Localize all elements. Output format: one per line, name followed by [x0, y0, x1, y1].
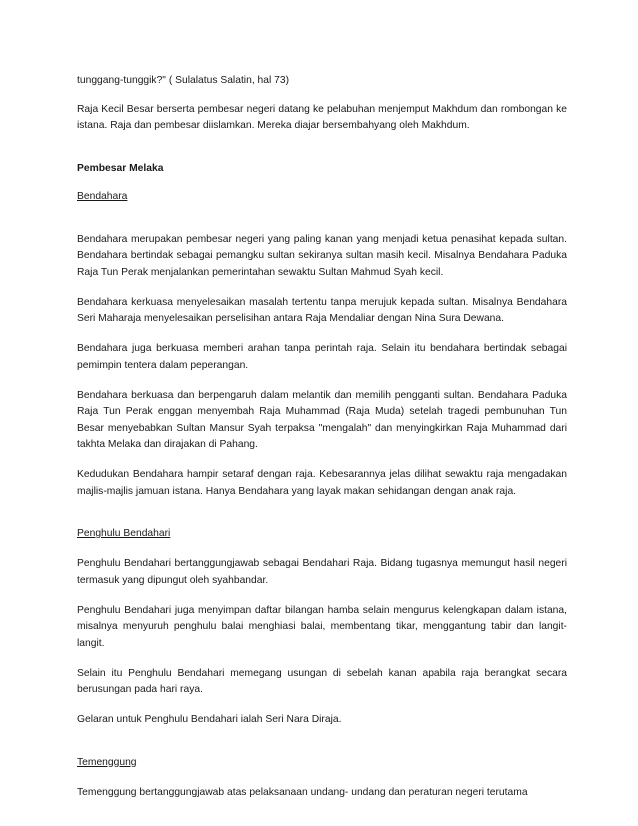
heading-temenggung: Temenggung	[77, 756, 137, 768]
penghulu-bendahari-paragraph: Selain itu Penghulu Bendahari memegang usungan di sebelah kanan apabila raja berangkat secara berusungan pada hari raya.	[77, 667, 567, 695]
bendahara-paragraph: Bendahara berkuasa dan berpengaruh dalam melantik dan memilih pengganti sultan. Bendahara Paduka Raja Tun Perak enggan menyembah Raja Muhammad (Raja Muda) setelah tragedi pembunuhan Tun Besar menyebabkan Sultan Mansur Syah terpaksa "mengalah" dan menyingkirkan Raja Muhammad dari takhta Melaka dan dirajakan di Pahang.	[77, 389, 567, 450]
heading-bendahara: Bendahara	[77, 191, 128, 202]
bendahara-paragraph: Bendahara kerkuasa menyelesaikan masalah tertentu tanpa merujuk kepada sultan. Misalnya Bendahara Seri Maharaja menyelesaikan perselisihan antara Raja Mendaliar dengan Nina Sura Dewana.	[77, 296, 567, 324]
heading-penghulu-bendahari: Penghulu Bendahari	[77, 528, 171, 539]
bendahara-paragraph: Bendahara merupakan pembesar negeri yang paling kanan yang menjadi ketua penasihat kepada sultan. Bendahara bertindak sebagai pemangku sultan sekiranya sultan masih kecil. Misalnya Bendahara Paduka Raja Tun Perak menjalankan pemerintahan sewaktu Sultan Mahmud Syah kecil.	[77, 233, 567, 278]
bendahara-paragraph: Kedudukan Bendahara hampir setaraf dengan raja. Kebesarannya jelas dilihat sewaktu raja mengadakan majlis-majlis jamuan istana. Hanya Bendahara yang layak makan sehidangan dengan anak raja.	[77, 469, 567, 497]
penghulu-bendahari-paragraph: Penghulu Bendahari juga menyimpan daftar bilangan hamba selain mengurus kelengkapan dalam istana, misalnya menyuruh penghulu balai menghiasi balai, membentang tikar, menggantung tabir dan langit-langit.	[77, 604, 567, 649]
intro-quote: tunggang-tunggik?" ( Sulalatus Salatin, hal 73)	[77, 75, 290, 86]
intro-paragraph: Raja Kecil Besar berserta pembesar negeri datang ke pelabuhan menjemput Makhdum dan rombongan ke istana. Raja dan pembesar diislamkan. Mereka diajar bersembahyang oleh Makhdum.	[77, 103, 567, 131]
temenggung-paragraph: Temenggung bertanggungjawab atas pelaksanaan undang- undang dan peraturan negeri terutama	[77, 786, 528, 798]
document-body	[77, 73, 567, 815]
bendahara-paragraph: Bendahara juga berkuasa memberi arahan tanpa perintah raja. Selain itu bendahara bertindak sebagai pemimpin tentera dalam peperangan.	[77, 343, 567, 371]
penghulu-bendahari-paragraph: Penghulu Bendahari bertanggungjawab sebagai Bendahari Raja. Bidang tugasnya memungut hasil negeri termasuk yang dipungut oleh syahbandar.	[77, 558, 567, 586]
section-title: Pembesar Melaka	[77, 162, 164, 174]
penghulu-bendahari-paragraph: Gelaran untuk Penghulu Bendahari ialah Seri Nara Diraja.	[77, 714, 342, 725]
